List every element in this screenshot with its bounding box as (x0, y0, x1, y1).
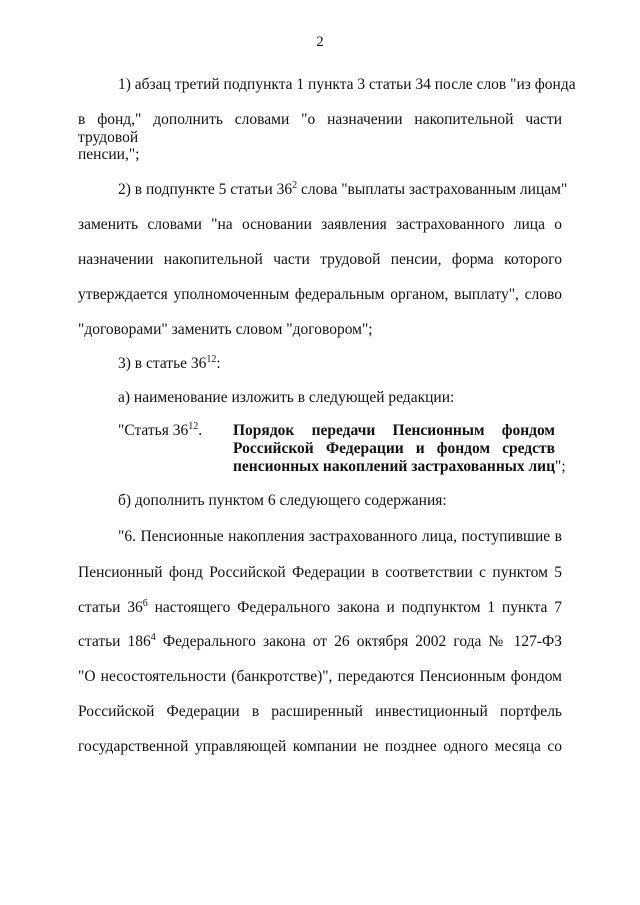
point6-line3-sup: 6 (142, 598, 148, 609)
article-title-line3 (233, 458, 566, 476)
point6-line4 (78, 633, 562, 651)
point6-line1: "6. Пенсионные накопления застрахованного лица, поступившие в (118, 528, 562, 545)
item2-line1-tail: слова "выплаты застрахованным лицам" (297, 181, 568, 198)
article-title (233, 422, 566, 476)
point6-line3-tail: настоящего Федерального закона и подпунктом 1 пункта 7 (147, 599, 562, 616)
point6-line4-sup: 4 (150, 632, 156, 643)
item3-sup: 12 (206, 354, 217, 365)
item2-line5: "договорами" заменить словом "договором"; (78, 321, 373, 338)
point6-line7: государственной управляющей компании не позднее одного месяца со (78, 738, 562, 755)
item2-line2: заменить словами "на основании заявления застрахованного лица о (78, 216, 562, 233)
point6-line4-text: статьи 186 (78, 633, 151, 650)
article-title-line2: Российской Федерации и фондом средств (233, 440, 555, 457)
item1-line1: 1) абзац третий подпункта 1 пункта 3 статьи 34 после слов "из фонда (118, 76, 576, 93)
point6-line2: Пенсионный фонд Российской Федерации в соответствии с пунктом 5 (78, 564, 562, 581)
article-label-sup: 12 (188, 421, 199, 432)
point6-line3-text: статьи 36 (78, 599, 143, 616)
article-title-line3-tail: "; (555, 458, 566, 475)
item3-tail: : (216, 355, 221, 372)
item2-line1-sup: 2 (292, 180, 298, 191)
article-label-text: "Статья 36 (118, 422, 189, 439)
item1-line2: в фонд," дополнить словами "о назначении накопительной части трудовой (78, 111, 562, 146)
item2-line4: утверждается уполномоченным федеральным органом, выплату", слово (78, 286, 562, 303)
article-title-line1: Порядок передачи Пенсионным фондом (233, 422, 555, 439)
article-label (118, 422, 202, 440)
item2-line1 (118, 181, 567, 199)
point6-line5: "О несостоятельности (банкротстве)", передаются Пенсионным фондом (78, 668, 562, 685)
item3-line (118, 355, 221, 373)
article-label-tail: . (198, 422, 203, 439)
sub-b-line: б) дополнить пунктом 6 следующего содержания: (118, 492, 447, 509)
item2-line3: назначении накопительной части трудовой пенсии, форма которого (78, 251, 562, 268)
point6-line6: Российской Федерации в расширенный инвестиционный портфель (78, 703, 562, 720)
item1-line3: пенсии,"; (78, 146, 140, 163)
page-number: 2 (316, 34, 324, 50)
article-title-line3-text: пенсионных накоплений застрахованных лиц (233, 458, 556, 475)
point6-line3 (78, 599, 562, 617)
item3-text: 3) в статье 36 (118, 355, 207, 372)
point6-line4-tail: Федерального закона от 26 октября 2002 года № 127-ФЗ (155, 633, 562, 650)
item2-line1-text: 2) в подпункте 5 статьи 36 (118, 181, 293, 198)
sub-a-line: а) наименование изложить в следующей редакции: (118, 389, 455, 406)
